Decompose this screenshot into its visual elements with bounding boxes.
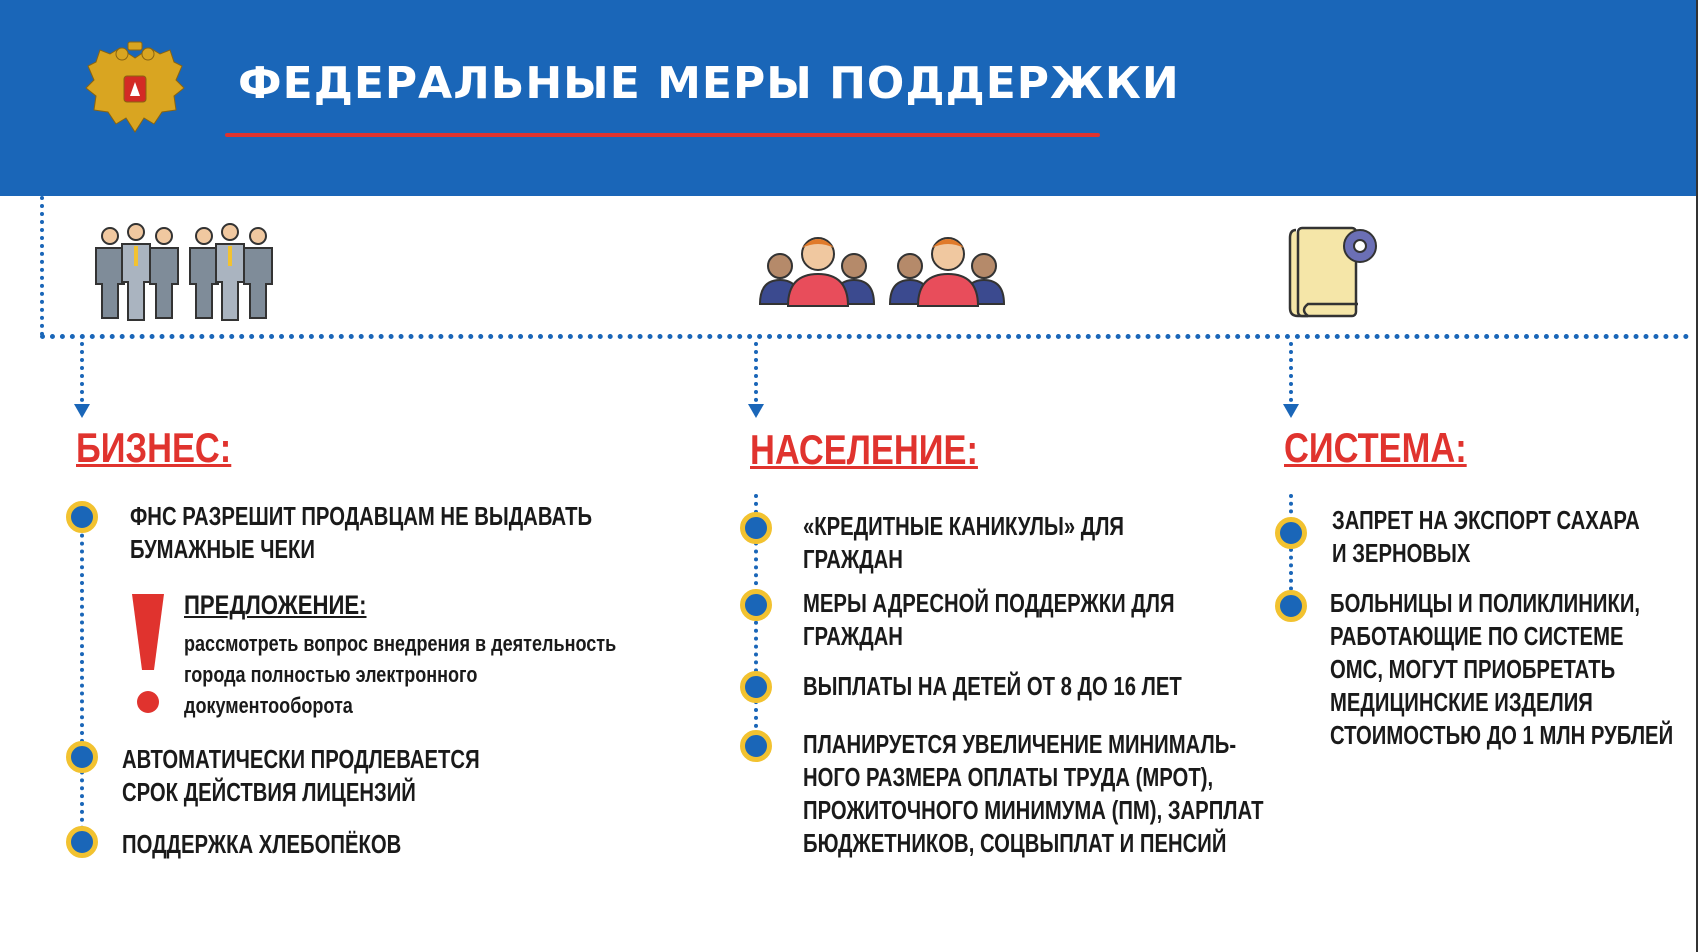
system-item-2: БОЛЬНИЦЫ И ПОЛИКЛИНИКИ, РАБОТАЮЩИЕ ПО СИСТЕМЕ ОМС, МОГУТ ПРИОБРЕТАТЬ МЕДИЦИНСКИЕ ИЗДЕЛИЯ СТОИМОСТЬЮ ДО 1 МЛН РУБЛЕЙ [1330, 588, 1674, 750]
document-gear-icon [1288, 220, 1384, 320]
bullet-icon [740, 671, 772, 703]
proposal-title: ПРЕДЛОЖЕНИЕ: [184, 590, 367, 620]
proposal-text: рассмотреть вопрос внедрения в деятельность города полностью электронного документооборота [184, 631, 617, 718]
population-item-4: ПЛАНИРУЕТСЯ УВЕЛИЧЕНИЕ МИНИМАЛЬ- НОГО РАЗМЕРА ОПЛАТЫ ТРУДА (МРОТ), ПРОЖИТОЧНОГО МИНИМУМА (ПМ), ЗАРПЛАТ БЮДЖЕТНИКОВ, СОЦВЫПЛАТ И ПЕНСИЙ [803, 729, 1264, 858]
business-item-2: АВТОМАТИЧЕСКИ ПРОДЛЕВАЕТСЯ СРОК ДЕЙСТВИЯ ЛИЦЕНЗИЙ [122, 744, 480, 807]
population-item-2: МЕРЫ АДРЕСНОЙ ПОДДЕРЖКИ ДЛЯ ГРАЖДАН [803, 588, 1175, 651]
bullet-icon [66, 826, 98, 858]
page-title: ФЕДЕРАЛЬНЫЕ МЕРЫ ПОДДЕРЖКИ [238, 58, 1180, 109]
population-arrow-icon [748, 404, 764, 418]
population-connector [754, 342, 758, 402]
bullet-icon [1275, 517, 1307, 549]
population-item-1: «КРЕДИТНЫЕ КАНИКУЛЫ» ДЛЯ ГРАЖДАН [803, 511, 1125, 574]
system-item-1: ЗАПРЕТ НА ЭКСПОРТ САХАРА И ЗЕРНОВЫХ [1332, 505, 1640, 568]
business-title: БИЗНЕС: [76, 424, 232, 471]
exclamation-icon [130, 592, 166, 716]
business-item-1: ФНС РАЗРЕШИТ ПРОДАВЦАМ НЕ ВЫДАВАТЬ БУМАЖНЫЕ ЧЕКИ [130, 501, 593, 564]
frame-left-dots [40, 196, 44, 336]
system-arrow-icon [1283, 404, 1299, 418]
business-people-icon [92, 222, 282, 322]
bullet-icon [740, 589, 772, 621]
title-underline [225, 133, 1100, 137]
bullet-icon [66, 501, 98, 533]
business-item-3: ПОДДЕРЖКА ХЛЕБОПЁКОВ [122, 829, 402, 859]
bullet-icon [66, 741, 98, 773]
business-timeline [80, 510, 84, 838]
people-group-icon [758, 230, 1008, 310]
system-connector [1289, 342, 1293, 402]
bullet-icon [740, 730, 772, 762]
system-title: СИСТЕМА: [1284, 424, 1467, 471]
population-item-3: ВЫПЛАТЫ НА ДЕТЕЙ ОТ 8 ДО 16 ЛЕТ [803, 671, 1182, 701]
russian-coat-of-arms-icon [80, 40, 190, 140]
business-arrow-icon [74, 404, 90, 418]
bullet-icon [740, 512, 772, 544]
header-banner [0, 0, 1698, 196]
frame-horizontal-dots [40, 334, 1690, 339]
bullet-icon [1275, 590, 1307, 622]
population-title: НАСЕЛЕНИЕ: [750, 426, 978, 473]
business-connector [80, 342, 84, 402]
